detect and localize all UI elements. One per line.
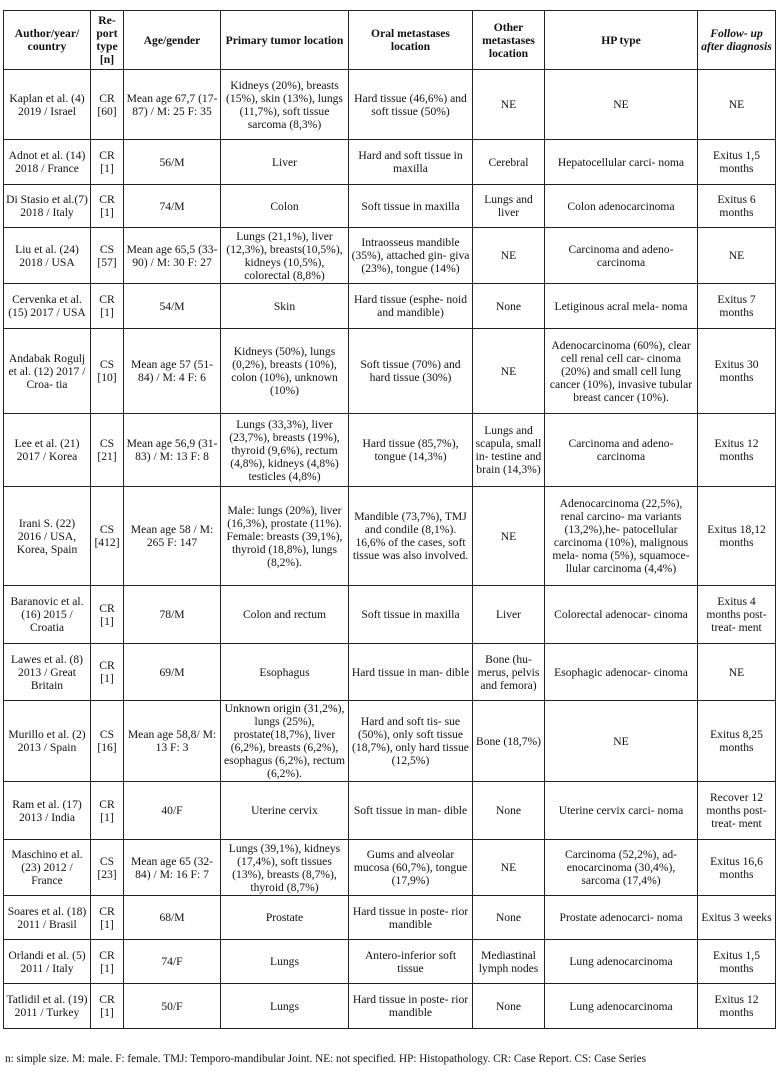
cell-primary-tumor: Uterine cervix [221,782,349,840]
cell-author: Lee et al. (21) 2017 / Korea [4,414,91,487]
cell-other-metastases: NE [473,228,545,284]
cell-follow-up: Exitus 16,6 months [698,840,776,896]
cell-oral-metastases: Gums and alveolar mucosa (60,7%), tongue (17,9%) [349,840,473,896]
cell-other-metastases: Bone (18,7%) [473,701,545,782]
cell-author: Cervenka et al. (15) 2017 / USA [4,284,91,329]
cell-author: Liu et al. (24) 2018 / USA [4,228,91,284]
cell-report-type: CS [23] [91,840,124,896]
cell-author: Irani S. (22) 2016 / USA, Korea, Spain [4,487,91,586]
cell-hp-type: NE [545,70,698,140]
cell-primary-tumor: Prostate [221,896,349,940]
cell-follow-up: Exitus 1,5 months [698,940,776,984]
cell-hp-type: Uterine cervix carci- noma [545,782,698,840]
cell-follow-up: Exitus 12 months [698,984,776,1029]
header-other-metastases: Other metastases location [473,11,545,70]
cell-follow-up: Exitus 8,25 months [698,701,776,782]
cell-hp-type: Lung adenocarcinoma [545,940,698,984]
cell-oral-metastases: Hard tissue in man- dible [349,644,473,701]
cell-hp-type: Carcinoma (52,2%), ad- enocarcinoma (30,4%), sarcoma (17,4%) [545,840,698,896]
cell-author: Orlandi et al. (5) 2011 / Italy [4,940,91,984]
cell-primary-tumor: Colon and rectum [221,586,349,644]
cell-report-type: CR [1] [91,140,124,185]
cell-oral-metastases: Hard and soft tissue in maxilla [349,140,473,185]
cell-primary-tumor: Kidneys (20%), breasts (15%), skin (13%), lungs (11,7%), soft tissue sarcoma (8,3%) [221,70,349,140]
cell-report-type: CR [1] [91,644,124,701]
cell-other-metastases: NE [473,840,545,896]
cell-follow-up: NE [698,70,776,140]
cell-other-metastases: Lungs and liver [473,185,545,228]
table-row [4,984,776,1029]
header-oral-metastases: Oral metastases location [349,11,473,70]
table-row [4,940,776,984]
cell-age-gender: 74/F [124,940,221,984]
cell-report-type: CS [21] [91,414,124,487]
table-row [4,586,776,644]
cell-age-gender: 56/M [124,140,221,185]
cell-oral-metastases: Mandible (73,7%), TMJ and condile (8,1%). 16,6% of the cases, soft tissue was also involved. [349,487,473,586]
cell-oral-metastases: Soft tissue (70%) and hard tissue (30%) [349,329,473,414]
cell-age-gender: Mean age 65,5 (33-90) / M: 30 F: 27 [124,228,221,284]
cell-other-metastases: None [473,984,545,1029]
cell-hp-type: NE [545,701,698,782]
cell-follow-up: Exitus 6 months [698,185,776,228]
cell-report-type: CR [1] [91,940,124,984]
cell-author: Murillo et al. (2) 2013 / Spain [4,701,91,782]
cell-primary-tumor: Lungs [221,984,349,1029]
cell-other-metastases: Liver [473,586,545,644]
cell-author: Lawes et al. (8) 2013 / Great Britain [4,644,91,701]
cell-primary-tumor: Colon [221,185,349,228]
cell-author: Ram et al. (17) 2013 / India [4,782,91,840]
cell-report-type: CR [1] [91,586,124,644]
cell-follow-up: Exitus 7 months [698,284,776,329]
cell-report-type: CR [1] [91,284,124,329]
cell-report-type: CS [16] [91,701,124,782]
cell-primary-tumor: Lungs (21,1%), liver (12,3%), breasts(10,5%), kidneys (10,5%), colorectal (8,8%) [221,228,349,284]
cell-oral-metastases: Soft tissue in maxilla [349,586,473,644]
cell-oral-metastases: Soft tissue in man- dible [349,782,473,840]
cell-other-metastases: None [473,284,545,329]
cell-follow-up: Exitus 12 months [698,414,776,487]
cell-report-type: CR [1] [91,984,124,1029]
header-report-type: Re- port type [n] [91,11,124,70]
cell-age-gender: 78/M [124,586,221,644]
cell-other-metastases: Mediastinal lymph nodes [473,940,545,984]
cell-follow-up: Exitus 30 months [698,329,776,414]
cell-hp-type: Colon adenocarcinoma [545,185,698,228]
cell-primary-tumor: Esophagus [221,644,349,701]
cell-other-metastases: NE [473,487,545,586]
cell-primary-tumor: Skin [221,284,349,329]
cell-follow-up: Exitus 18,12 months [698,487,776,586]
cell-report-type: CS [412] [91,487,124,586]
cell-oral-metastases: Hard tissue in poste- rior mandible [349,896,473,940]
cell-age-gender: Mean age 58 / M: 265 F: 147 [124,487,221,586]
cell-author: Adnot et al. (14) 2018 / France [4,140,91,185]
table-row [4,284,776,329]
table-row [4,140,776,185]
cell-primary-tumor: Lungs (33,3%), liver (23,7%), breasts (19%), thyroid (9,6%), rectum (4,8%), kidneys (4,8%) testicles (4,8%) [221,414,349,487]
cell-age-gender: 68/M [124,896,221,940]
cell-primary-tumor: Male: lungs (20%), liver (16,3%), prostate (11%). Female: breasts (39,1%), thyroid (18,8%), lungs (8,2%). [221,487,349,586]
cell-follow-up: Recover 12 months post-treat- ment [698,782,776,840]
cell-oral-metastases: Soft tissue in maxilla [349,185,473,228]
cell-oral-metastases: Hard and soft tis- sue (50%), only soft tissue (18,7%), only hard tissue (12,5%) [349,701,473,782]
table-row [4,840,776,896]
cell-age-gender: 40/F [124,782,221,840]
cell-hp-type: Adenocarcinoma (22,5%), renal carcino- ma variants (13,2%),he- patocellular carcinoma (10%), malignous mela- noma (5%), squamoce- llular carcinoma (4,4%) [545,487,698,586]
cell-hp-type: Lung adenocarcinoma [545,984,698,1029]
cell-primary-tumor: Lungs (39,1%), kidneys (17,4%), soft tissues (13%), breasts (8,7%), thyroid (8,7%) [221,840,349,896]
cell-follow-up: Exitus 1,5 months [698,140,776,185]
cell-hp-type: Prostate adenocarci- noma [545,896,698,940]
table-row [4,487,776,586]
cell-author: Baranovic et al. (16) 2015 / Croatia [4,586,91,644]
cell-hp-type: Hepatocellular carci- noma [545,140,698,185]
cell-other-metastases: NE [473,70,545,140]
cell-primary-tumor: Lungs [221,940,349,984]
cell-hp-type: Carcinoma and adeno- carcinoma [545,228,698,284]
cell-other-metastases: Bone (hu- merus, pelvis and femora) [473,644,545,701]
cell-author: Soares et al. (18) 2011 / Brasil [4,896,91,940]
header-author: Author/year/ country [4,11,91,70]
cell-author: Andabak Rogulj et al. (12) 2017 / Croa- tia [4,329,91,414]
cell-author: Tatlidil et al. (19) 2011 / Turkey [4,984,91,1029]
cell-report-type: CR [60] [91,70,124,140]
table-footnote: n: simple size. M: male. F: female. TMJ: Temporo-mandibular Joint. NE: not specified. HP: Histopathology. CR: Case Report. CS: Case Series [5,1053,646,1065]
header-row [4,11,776,70]
cell-author: Kaplan et al. (4) 2019 / Israel [4,70,91,140]
cell-primary-tumor: Kidneys (50%), lungs (0,2%), breasts (10%), colon (10%), unknown (10%) [221,329,349,414]
cell-follow-up: NE [698,228,776,284]
cell-other-metastases: NE [473,329,545,414]
cell-age-gender: Mean age 56,9 (31-83) / M: 13 F: 8 [124,414,221,487]
cell-age-gender: Mean age 65 (32-84) / M: 16 F: 7 [124,840,221,896]
cell-hp-type: Esophagic adenocar- cinoma [545,644,698,701]
cell-hp-type: Adenocarcinoma (60%), clear cell renal cell car- cinoma (20%) and small cell lung cancer (10%), invasive tubular breast cancer (10%). [545,329,698,414]
table-row [4,329,776,414]
cell-follow-up: Exitus 3 weeks [698,896,776,940]
cell-age-gender: 50/F [124,984,221,1029]
cell-age-gender: Mean age 67,7 (17-87) / M: 25 F: 35 [124,70,221,140]
cell-oral-metastases: Intraosseus mandible (35%), attached gin- giva (23%), tongue (14%) [349,228,473,284]
cell-other-metastases: None [473,896,545,940]
table-row [4,644,776,701]
cell-other-metastases: Lungs and scapula, small in- testine and brain (14,3%) [473,414,545,487]
cell-report-type: CS [10] [91,329,124,414]
cell-other-metastases: None [473,782,545,840]
cell-follow-up: NE [698,644,776,701]
cell-oral-metastases: Hard tissue (esphe- noid and mandible) [349,284,473,329]
cell-hp-type: Letiginous acral mela- noma [545,284,698,329]
cell-age-gender: 69/M [124,644,221,701]
cell-hp-type: Colorectal adenocar- cinoma [545,586,698,644]
cell-author: Di Stasio et al.(7) 2018 / Italy [4,185,91,228]
table-row [4,414,776,487]
cell-other-metastases: Cerebral [473,140,545,185]
table-row [4,70,776,140]
cell-oral-metastases: Hard tissue (85,7%), tongue (14,3%) [349,414,473,487]
cell-age-gender: Mean age 58,8/ M: 13 F: 3 [124,701,221,782]
cell-follow-up: Exitus 4 months post-treat- ment [698,586,776,644]
metastases-table-container [3,10,775,1029]
cell-age-gender: Mean age 57 (51-84) / M: 4 F: 6 [124,329,221,414]
cell-report-type: CR [1] [91,185,124,228]
header-follow-up: Follow- up after diagnosis [698,11,776,70]
table-row [4,701,776,782]
cell-report-type: CR [1] [91,896,124,940]
cell-hp-type: Carcinoma and adeno- carcinoma [545,414,698,487]
cell-primary-tumor: Unknown origin (31,2%), lungs (25%), prostate(18,7%), liver (6,2%), breasts (6,2%), esophagus (6,2%), rectum (6,2%). [221,701,349,782]
header-hp-type: HP type [545,11,698,70]
cell-oral-metastases: Antero-inferior soft tissue [349,940,473,984]
table-row [4,185,776,228]
header-age-gender: Age/gender [124,11,221,70]
cell-author: Maschino et al. (23) 2012 / France [4,840,91,896]
cell-oral-metastases: Hard tissue (46,6%) and soft tissue (50%) [349,70,473,140]
table-row [4,782,776,840]
table-row [4,228,776,284]
cell-age-gender: 74/M [124,185,221,228]
table-body [4,70,776,1029]
header-primary-tumor: Primary tumor location [221,11,349,70]
metastases-table [3,10,776,1029]
cell-report-type: CS [57] [91,228,124,284]
table-row [4,896,776,940]
cell-age-gender: 54/M [124,284,221,329]
cell-report-type: CR [1] [91,782,124,840]
cell-primary-tumor: Liver [221,140,349,185]
cell-oral-metastases: Hard tissue in poste- rior mandible [349,984,473,1029]
